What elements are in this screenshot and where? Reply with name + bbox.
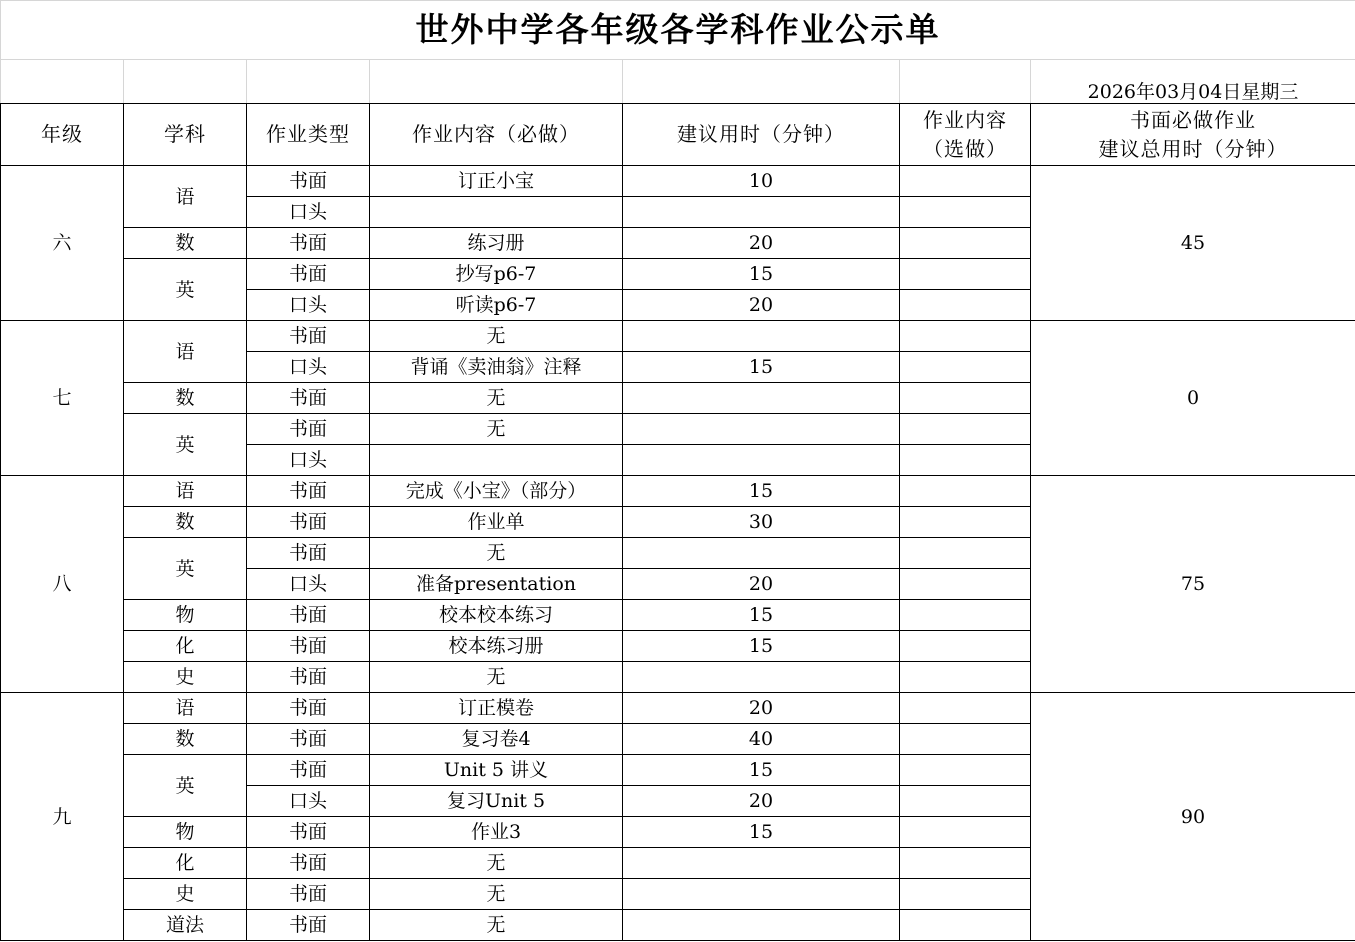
type-cell[interactable]: 口头 xyxy=(247,786,370,817)
optional-cell[interactable] xyxy=(900,817,1031,848)
content-cell[interactable]: 完成《小宝》（部分） xyxy=(370,476,623,507)
optional-cell[interactable] xyxy=(900,755,1031,786)
table-row xyxy=(1,166,1355,197)
time-cell[interactable]: 20 xyxy=(623,693,900,724)
subject-cell[interactable]: 史 xyxy=(124,879,247,910)
header-total-line1: 书面必做作业 xyxy=(1130,107,1256,132)
time-cell[interactable]: 20 xyxy=(623,228,900,259)
optional-cell[interactable] xyxy=(900,879,1031,910)
subject-cell[interactable]: 道法 xyxy=(124,910,247,941)
time-cell[interactable]: 10 xyxy=(623,166,900,197)
content-cell[interactable]: 练习册 xyxy=(370,228,623,259)
header-total-time[interactable] xyxy=(1031,104,1355,166)
content-cell[interactable]: 订正模卷 xyxy=(370,693,623,724)
type-cell[interactable]: 书面 xyxy=(247,383,370,414)
time-cell[interactable]: 20 xyxy=(623,290,900,321)
time-cell[interactable]: 20 xyxy=(623,786,900,817)
time-cell[interactable] xyxy=(623,321,900,352)
subject-cell[interactable]: 英 xyxy=(124,538,247,600)
blank-cell[interactable] xyxy=(124,60,247,104)
content-cell[interactable]: 校本校本练习 xyxy=(370,600,623,631)
blank-cell[interactable] xyxy=(370,60,623,104)
type-cell[interactable]: 书面 xyxy=(247,507,370,538)
header-required-content[interactable]: 作业内容（必做） xyxy=(370,104,623,166)
content-cell[interactable]: 准备presentation xyxy=(370,569,623,600)
content-cell[interactable]: 无 xyxy=(370,414,623,445)
time-cell[interactable] xyxy=(623,848,900,879)
time-cell[interactable]: 15 xyxy=(623,352,900,383)
type-cell[interactable]: 书面 xyxy=(247,693,370,724)
type-cell[interactable]: 口头 xyxy=(247,290,370,321)
type-cell[interactable]: 书面 xyxy=(247,600,370,631)
type-cell[interactable]: 书面 xyxy=(247,755,370,786)
content-cell[interactable]: 无 xyxy=(370,538,623,569)
time-cell[interactable] xyxy=(623,445,900,476)
page-title[interactable]: 世外中学各年级各学科作业公示单 xyxy=(1,1,1355,60)
type-cell[interactable]: 书面 xyxy=(247,228,370,259)
content-cell[interactable]: Unit 5 讲义 xyxy=(370,755,623,786)
optional-cell[interactable] xyxy=(900,414,1031,445)
total-time-cell[interactable]: 45 xyxy=(1031,166,1355,321)
optional-cell[interactable] xyxy=(900,445,1031,476)
time-cell[interactable] xyxy=(623,910,900,941)
header-total-line2: 建议总用时（分钟） xyxy=(1098,136,1288,161)
subject-cell[interactable]: 英 xyxy=(124,259,247,321)
content-cell[interactable]: 无 xyxy=(370,321,623,352)
blank-cell[interactable] xyxy=(623,60,900,104)
type-cell[interactable]: 书面 xyxy=(247,476,370,507)
header-grade[interactable]: 年级 xyxy=(1,104,124,166)
time-cell[interactable]: 15 xyxy=(623,259,900,290)
type-cell[interactable]: 书面 xyxy=(247,879,370,910)
subject-cell[interactable]: 化 xyxy=(124,631,247,662)
subject-cell[interactable]: 数 xyxy=(124,507,247,538)
time-cell[interactable] xyxy=(623,662,900,693)
subject-cell[interactable]: 史 xyxy=(124,662,247,693)
content-cell[interactable]: 复习Unit 5 xyxy=(370,786,623,817)
time-cell[interactable] xyxy=(623,879,900,910)
header-optional-line2: （选做） xyxy=(923,136,1007,161)
time-cell[interactable]: 15 xyxy=(623,755,900,786)
content-cell[interactable]: 校本练习册 xyxy=(370,631,623,662)
optional-cell[interactable] xyxy=(900,228,1031,259)
type-cell[interactable]: 书面 xyxy=(247,724,370,755)
time-cell[interactable]: 40 xyxy=(623,724,900,755)
optional-cell[interactable] xyxy=(900,166,1031,197)
type-cell[interactable]: 口头 xyxy=(247,352,370,383)
type-cell[interactable]: 口头 xyxy=(247,569,370,600)
type-cell[interactable]: 口头 xyxy=(247,197,370,228)
optional-cell[interactable] xyxy=(900,352,1031,383)
type-cell[interactable]: 书面 xyxy=(247,321,370,352)
date-cell[interactable]: 2026年03月04日星期三 xyxy=(1031,60,1355,104)
subject-cell[interactable]: 物 xyxy=(124,817,247,848)
subject-cell[interactable]: 数 xyxy=(124,724,247,755)
blank-cell[interactable] xyxy=(247,60,370,104)
grade-cell[interactable]: 八 xyxy=(1,476,124,693)
table-row xyxy=(1,321,1355,352)
content-cell[interactable] xyxy=(370,445,623,476)
header-suggested-time[interactable]: 建议用时（分钟） xyxy=(623,104,900,166)
optional-cell[interactable] xyxy=(900,476,1031,507)
subject-cell[interactable]: 数 xyxy=(124,228,247,259)
content-cell[interactable]: 无 xyxy=(370,383,623,414)
subject-cell[interactable]: 语 xyxy=(124,166,247,228)
content-cell[interactable]: 无 xyxy=(370,879,623,910)
content-cell[interactable]: 作业3 xyxy=(370,817,623,848)
type-cell[interactable]: 书面 xyxy=(247,631,370,662)
subject-cell[interactable]: 英 xyxy=(124,755,247,817)
type-cell[interactable]: 书面 xyxy=(247,414,370,445)
time-cell[interactable] xyxy=(623,197,900,228)
content-cell[interactable]: 作业单 xyxy=(370,507,623,538)
type-cell[interactable]: 书面 xyxy=(247,910,370,941)
optional-cell[interactable] xyxy=(900,631,1031,662)
time-cell[interactable] xyxy=(623,414,900,445)
subject-cell[interactable]: 英 xyxy=(124,414,247,476)
header-type[interactable]: 作业类型 xyxy=(247,104,370,166)
optional-cell[interactable] xyxy=(900,569,1031,600)
optional-cell[interactable] xyxy=(900,693,1031,724)
header-optional-content[interactable] xyxy=(900,104,1031,166)
grade-cell[interactable]: 七 xyxy=(1,321,124,476)
type-cell[interactable]: 书面 xyxy=(247,259,370,290)
time-cell[interactable]: 15 xyxy=(623,600,900,631)
table-row xyxy=(1,693,1355,724)
content-cell[interactable]: 订正小宝 xyxy=(370,166,623,197)
optional-cell[interactable] xyxy=(900,910,1031,941)
time-cell[interactable]: 15 xyxy=(623,631,900,662)
header-row xyxy=(1,104,1355,166)
type-cell[interactable]: 书面 xyxy=(247,166,370,197)
header-optional-line1: 作业内容 xyxy=(923,107,1007,132)
optional-cell[interactable] xyxy=(900,786,1031,817)
content-cell[interactable]: 背诵《卖油翁》注释 xyxy=(370,352,623,383)
subject-cell[interactable]: 数 xyxy=(124,383,247,414)
time-cell[interactable] xyxy=(623,538,900,569)
time-cell[interactable]: 15 xyxy=(623,476,900,507)
table-row xyxy=(1,476,1355,507)
grade-cell[interactable]: 六 xyxy=(1,166,124,321)
content-cell[interactable]: 无 xyxy=(370,662,623,693)
subject-cell[interactable]: 化 xyxy=(124,848,247,879)
blank-cell[interactable] xyxy=(900,60,1031,104)
subject-cell[interactable]: 物 xyxy=(124,600,247,631)
optional-cell[interactable] xyxy=(900,600,1031,631)
grade-cell[interactable]: 九 xyxy=(1,693,124,941)
content-cell[interactable] xyxy=(370,197,623,228)
content-cell[interactable]: 无 xyxy=(370,848,623,879)
optional-cell[interactable] xyxy=(900,538,1031,569)
time-cell[interactable] xyxy=(623,383,900,414)
optional-cell[interactable] xyxy=(900,848,1031,879)
total-time-cell[interactable]: 0 xyxy=(1031,321,1355,476)
optional-cell[interactable] xyxy=(900,321,1031,352)
subject-cell[interactable]: 语 xyxy=(124,693,247,724)
content-cell[interactable]: 抄写p6-7 xyxy=(370,259,623,290)
optional-cell[interactable] xyxy=(900,507,1031,538)
time-cell[interactable]: 15 xyxy=(623,817,900,848)
content-cell[interactable]: 复习卷4 xyxy=(370,724,623,755)
type-cell[interactable]: 书面 xyxy=(247,817,370,848)
subject-cell[interactable]: 语 xyxy=(124,321,247,383)
optional-cell[interactable] xyxy=(900,259,1031,290)
optional-cell[interactable] xyxy=(900,383,1031,414)
time-cell[interactable]: 20 xyxy=(623,569,900,600)
content-cell[interactable]: 听读p6-7 xyxy=(370,290,623,321)
optional-cell[interactable] xyxy=(900,724,1031,755)
type-cell[interactable]: 口头 xyxy=(247,445,370,476)
optional-cell[interactable] xyxy=(900,662,1031,693)
type-cell[interactable]: 书面 xyxy=(247,848,370,879)
subject-cell[interactable]: 语 xyxy=(124,476,247,507)
optional-cell[interactable] xyxy=(900,197,1031,228)
total-time-cell[interactable]: 90 xyxy=(1031,693,1355,941)
time-cell[interactable]: 30 xyxy=(623,507,900,538)
type-cell[interactable]: 书面 xyxy=(247,538,370,569)
total-time-cell[interactable]: 75 xyxy=(1031,476,1355,693)
type-cell[interactable]: 书面 xyxy=(247,662,370,693)
optional-cell[interactable] xyxy=(900,290,1031,321)
content-cell[interactable]: 无 xyxy=(370,910,623,941)
blank-cell[interactable] xyxy=(1,60,124,104)
header-subject[interactable]: 学科 xyxy=(124,104,247,166)
